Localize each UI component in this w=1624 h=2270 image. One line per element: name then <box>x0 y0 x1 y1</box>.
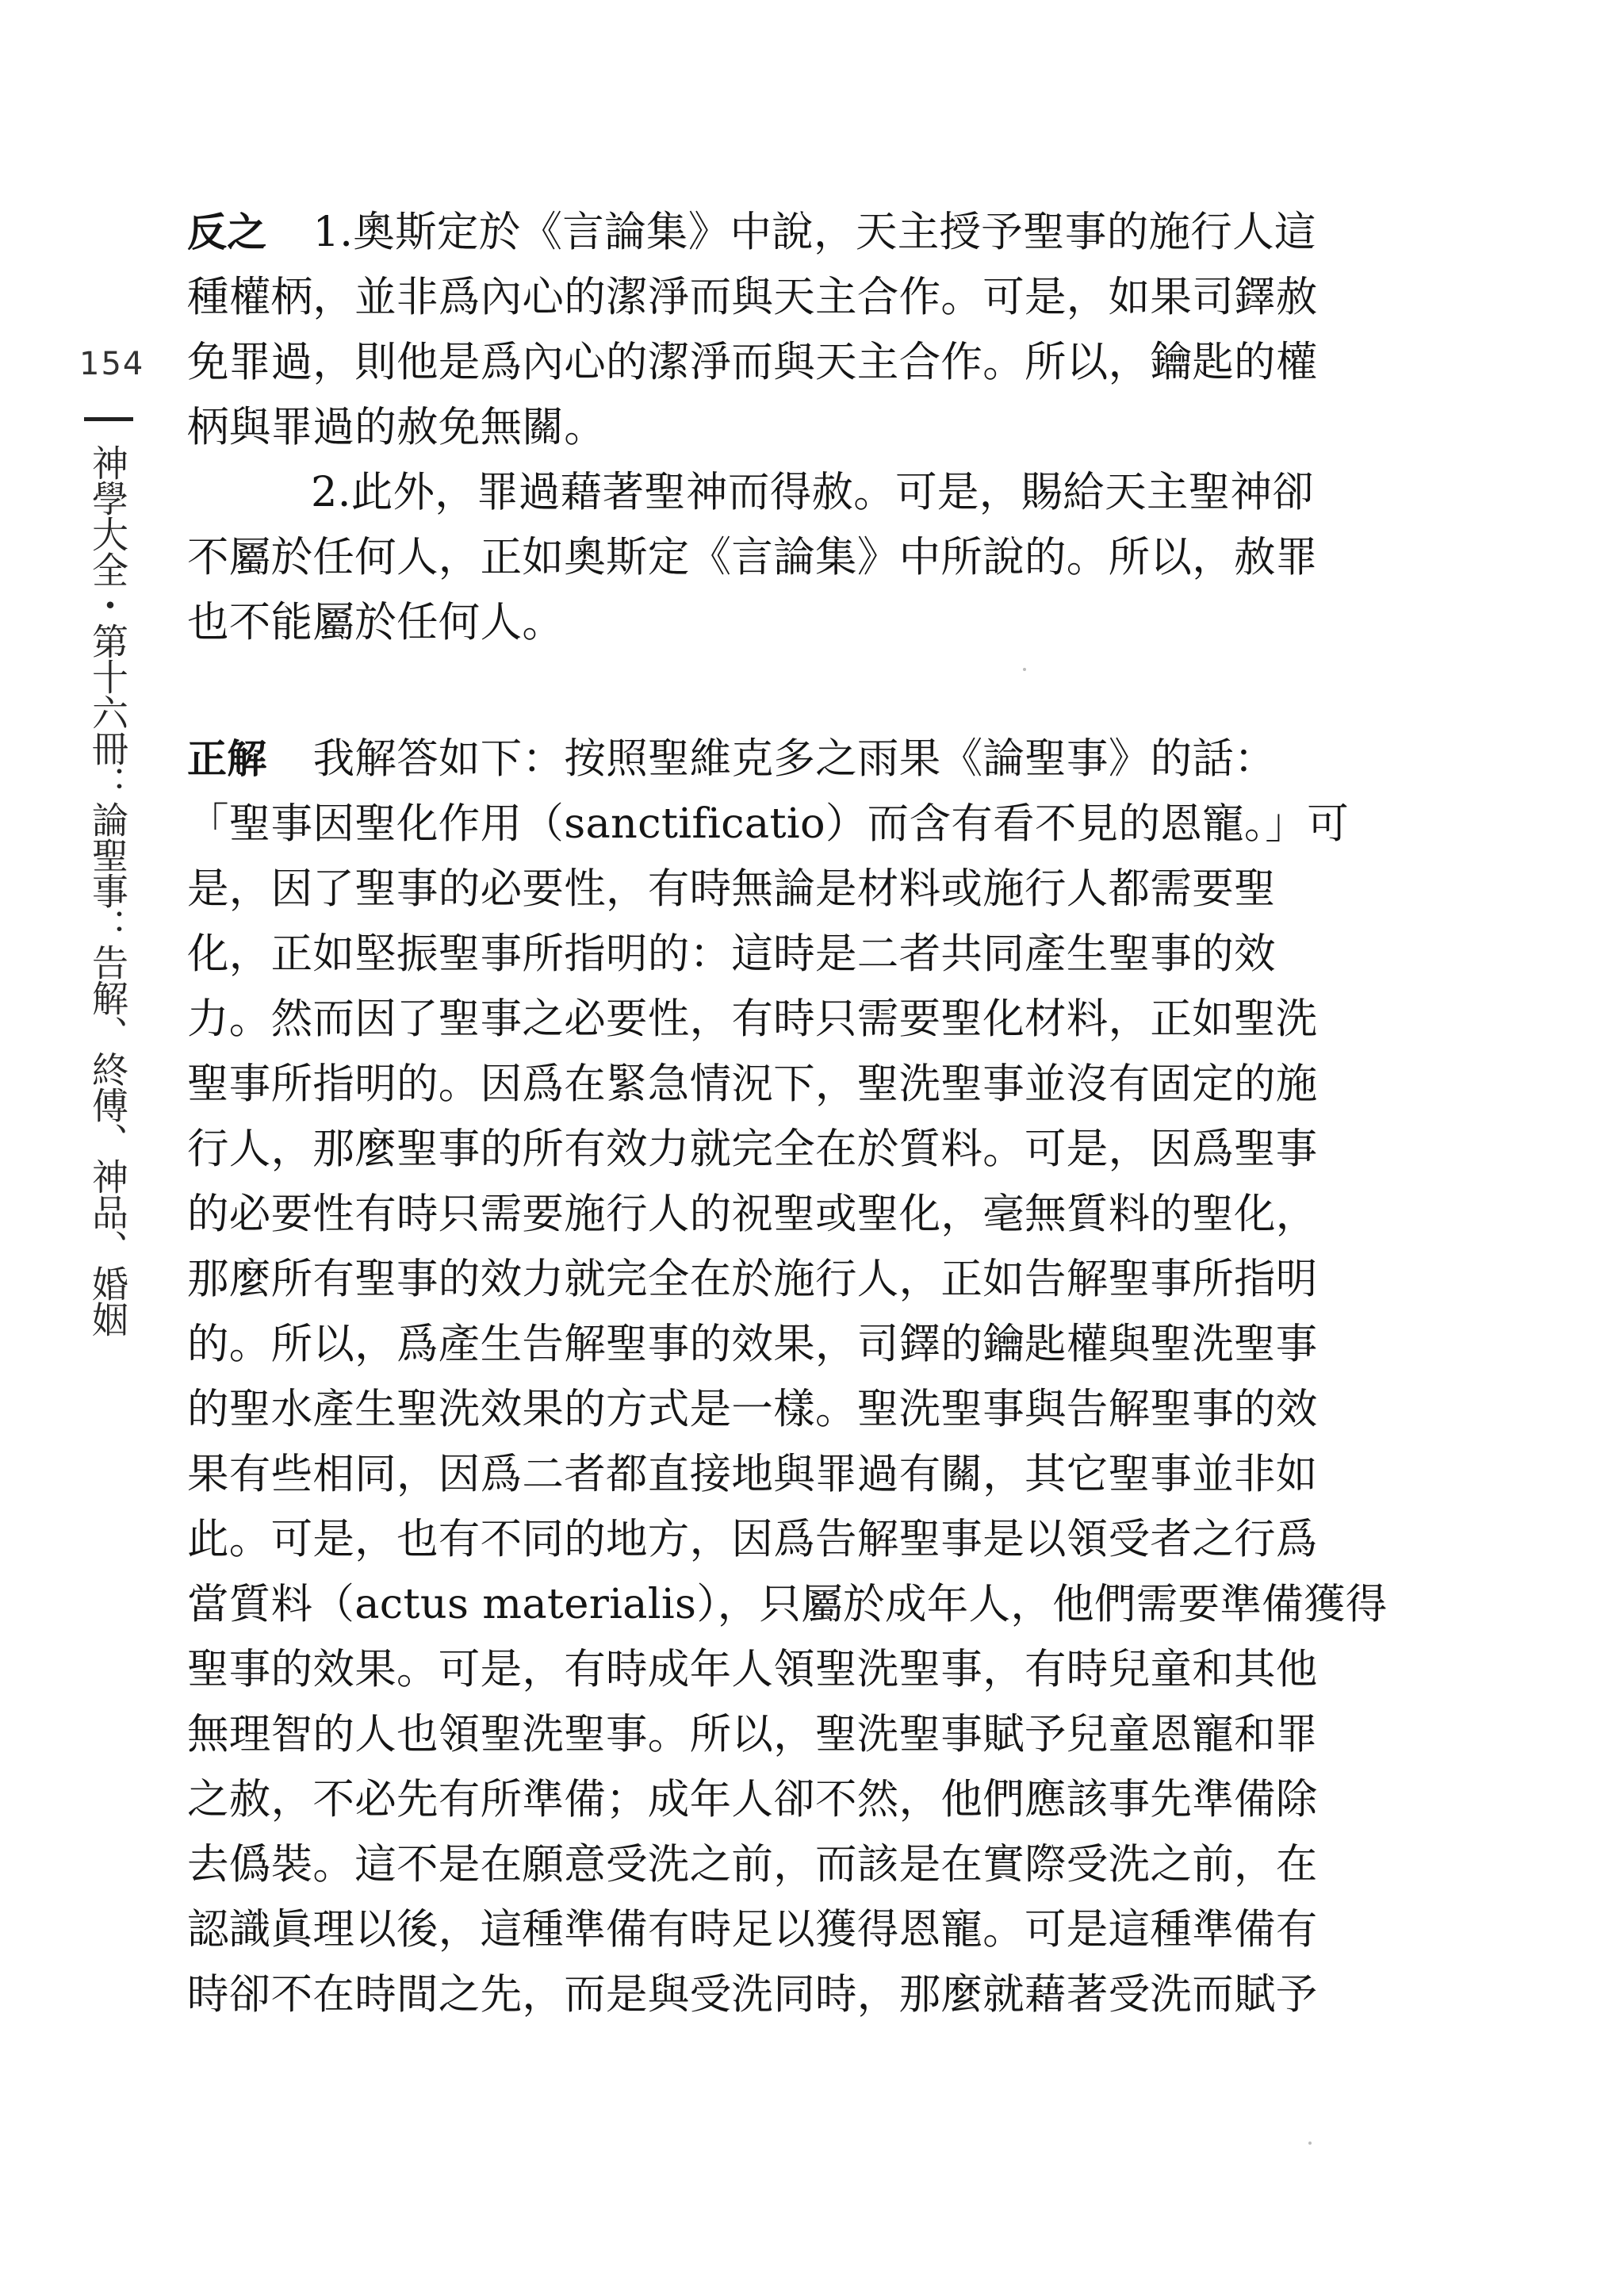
answer-line: 化，正如堅振聖事所指明的：這時是二者共同產生聖事的效 <box>187 930 1276 978</box>
objection-2-line: 2.此外，罪過藉著聖神而得赦。可是，賜給天主聖神卻 <box>311 468 1315 516</box>
scan-speck <box>1023 668 1026 671</box>
margin-rule <box>84 417 133 421</box>
objection-1-line <box>187 200 1316 265</box>
answer-line: 那麼所有聖事的效力就完全在於施行人，正如告解聖事所指明 <box>187 1255 1318 1303</box>
objection-line: 免罪過，則他是爲內心的潔淨而與天主合作。所以，鑰匙的權 <box>187 338 1318 386</box>
scan-speck <box>1308 2142 1312 2145</box>
answer-line: 聖事所指明的。因爲在緊急情況下，聖洗聖事並沒有固定的施 <box>187 1060 1318 1108</box>
answer-first-line <box>187 727 1313 792</box>
line-text: 我解答如下：按照聖維克多之雨果《論聖事》的話： <box>312 734 1277 783</box>
answer-line: 之赦，不必先有所準備；成年人卻不然，他們應該事先準備除 <box>187 1775 1318 1823</box>
answer-line: 無理智的人也領聖洗聖事。所以，聖洗聖事賦予兒童恩寵和罪 <box>187 1710 1318 1758</box>
answer-line: 的聖水產生聖洗效果的方式是一樣。聖洗聖事與告解聖事的效 <box>187 1385 1318 1433</box>
answer-line: 果有些相同，因爲二者都直接地與罪過有關，其它聖事並非如 <box>187 1450 1318 1498</box>
answer-line: 此。可是，也有不同的地方，因爲告解聖事是以領受者之行爲 <box>187 1515 1318 1563</box>
answer-section <box>187 727 1388 2027</box>
answer-line: 行人，那麼聖事的所有效力就完全在於質料。可是，因爲聖事 <box>187 1125 1318 1173</box>
answer-line: 認識眞理以後，這種準備有時足以獲得恩寵。可是這種準備有 <box>187 1905 1318 1954</box>
objections-section <box>187 200 1318 655</box>
answer-line: 去僞裝。這不是在願意受洗之前，而該是在實際受洗之前，在 <box>187 1840 1318 1888</box>
objection-line: 也不能屬於任何人。 <box>187 598 565 646</box>
objection-line: 柄與罪過的赦免無關。 <box>187 403 606 451</box>
answer-line: 力。然而因了聖事之必要性，有時只需要聖化材料，正如聖洗 <box>187 995 1318 1043</box>
running-head: 神學大全・第十六冊：論聖事：告解、終傅、神品、婚姻 <box>86 444 129 1336</box>
objections-label: 反之 <box>187 209 267 255</box>
answer-line: 的必要性有時只需要施行人的祝聖或聖化，毫無質料的聖化， <box>187 1190 1318 1238</box>
objection-line: 不屬於任何人，正如奧斯定《言論集》中所說的。所以，赦罪 <box>187 533 1318 581</box>
answer-line: 時卻不在時間之先，而是與受洗同時，那麼就藉著受洗而賦予 <box>187 1970 1318 2019</box>
page-number: 154 <box>79 346 145 382</box>
answer-line: 「聖事因聖化作用（sanctificatio）而含有看不見的恩寵。」可 <box>187 799 1350 848</box>
answer-line: 當質料（actus materialis），只屬於成年人，他們需要準備獲得 <box>187 1580 1388 1628</box>
answer-line: 是，因了聖事的必要性，有時無論是材料或施行人都需要聖 <box>187 865 1276 913</box>
objection-line: 種權柄，並非爲內心的潔淨而與天主合作。可是，如果司鐸赦 <box>187 273 1318 321</box>
answer-line: 的。所以，爲產生告解聖事的效果，司鐸的鑰匙權與聖洗聖事 <box>187 1320 1318 1368</box>
line-text: 1.奧斯定於《言論集》中說，天主授予聖事的施行人這 <box>312 208 1316 256</box>
answer-line: 聖事的效果。可是，有時成年人領聖洗聖事，有時兒童和其他 <box>187 1645 1318 1693</box>
answer-label: 正解 <box>187 736 267 782</box>
